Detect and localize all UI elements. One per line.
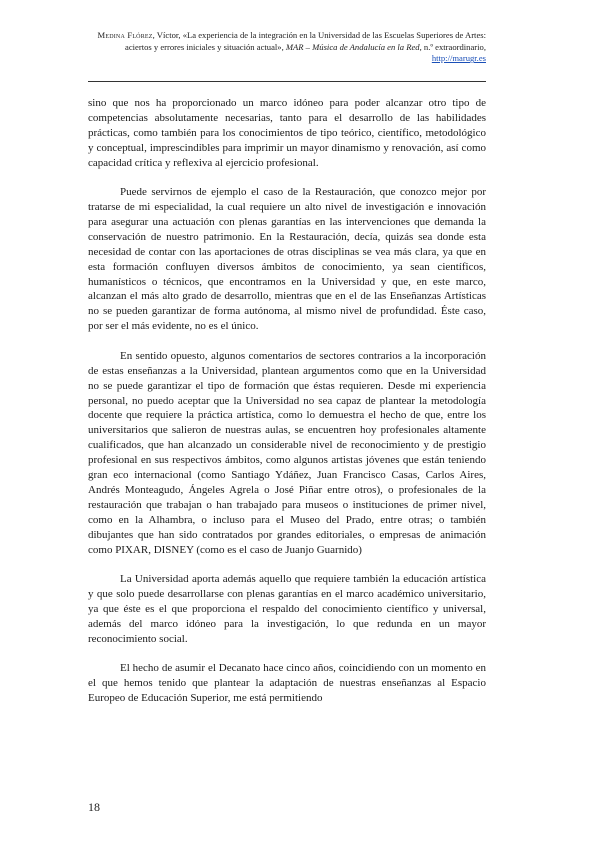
header-link[interactable]: http://marugr.es <box>431 53 486 64</box>
header-citation: , Víctor, «La experiencia de la integración en la Universidad de las Escuelas Superiores de Artes: aciertos y errores iniciales y situación actual», <box>125 30 486 52</box>
header-journal: MAR – Música de Andalucía en la Red <box>285 41 420 52</box>
running-header <box>88 30 486 65</box>
header-author: Medina Flórez <box>97 30 153 40</box>
body-text <box>88 96 486 721</box>
paragraph-2: Puede servirnos de ejemplo el caso de la Restauración, que conozco mejor por tratarse de mi especialidad, la cual requiere un alto nivel de investigación e innovación para asegurar una actuación con plenas garantías en las intervenciones que demanda la conservación de nuestro patrimonio. En la Restauración, decía, quizás sea donde esta necesidad de contar con las aportaciones de otras disciplinas se vea más clara, ya que en esta formación confluyen diversos ámbitos de conocimiento, ya sean científicos, humanísticos o técnicos, que encontramos en la Universidad y que, en este marco, alcanzan el más alto grado de desarrollo, mientras que en el de las Enseñanzas Artísticas no se pueden garantizar de forma autónoma, al mismo nivel de profundidad. Éste caso, por ser el más evidente, no es el único. <box>88 186 486 333</box>
header-issue: , n.º extraordinario, <box>419 41 486 52</box>
paragraph-3: En sentido opuesto, algunos comentarios de sectores contrarios a la incorporación de estas enseñanzas a la Universidad, plantean argumentos como que en la Universidad no se puede garantizar el tipo de formación que éstas requieren. Desde mi experiencia personal, no puedo aceptar que la Universidad no sea capaz de plantear la metodología docente que requiere la práctica artística, como lo demuestra el hecho de que, entre los universitarios que salieron de nuestras aulas, se encuentren hoy profesionales altamente cualificados, que han alcanzado un considerable nivel de reconocimiento y de prestigio profesional en sus respectivos ámbitos, como algunos artistas jóvenes que están teniendo gran eco internacional (como Santiago Ydáñez, Juan Francisco Casas, Carlos Aires, Andrés Monteagudo, Ángeles Agrela o José Piñar entre otros), o profesionales de la restauración que trabajan o han trabajado para museos o instituciones de primer nivel, como en la Alhambra, o incluso para el Museo del Prado, entre otras; o también dibujantes que han sido contratados por grandes editoriales, o empresas de animación como PIXAR, DISNEY (como es el caso de Juanjo Guarnido) <box>88 349 486 556</box>
paragraph-4: La Universidad aporta además aquello que requiere también la educación artística y que solo puede desarrollarse con plenas garantías en el marco académico universitario, ya que éste es el que proporciona el respaldo del conocimiento científico y universal, además del marco idóneo para la investigación, lo que redunda en un mayor reconocimiento social. <box>88 573 486 645</box>
header-divider <box>88 81 486 82</box>
paragraph-1: sino que nos ha proporcionado un marco idóneo para poder alcanzar otro tipo de competencias absolutamente necesarias, tanto para el desarrollo de las habilidades prácticas, como también para los conocimientos de tipo teórico, científico, metodológico y conceptual, imprescindibles para imprimir un mayor dinamismo y renovación, así como capacidad crítica y reflexiva al ejercicio profesional. <box>88 97 486 169</box>
paragraph-5: El hecho de asumir el Decanato hace cinco años, coincidiendo con un momento en el que hemos tenido que plantear la adaptación de nuestras enseñanzas al Espacio Europeo de Educación Superior, me está permitiendo <box>88 662 486 704</box>
page-number: 18 <box>88 800 100 814</box>
